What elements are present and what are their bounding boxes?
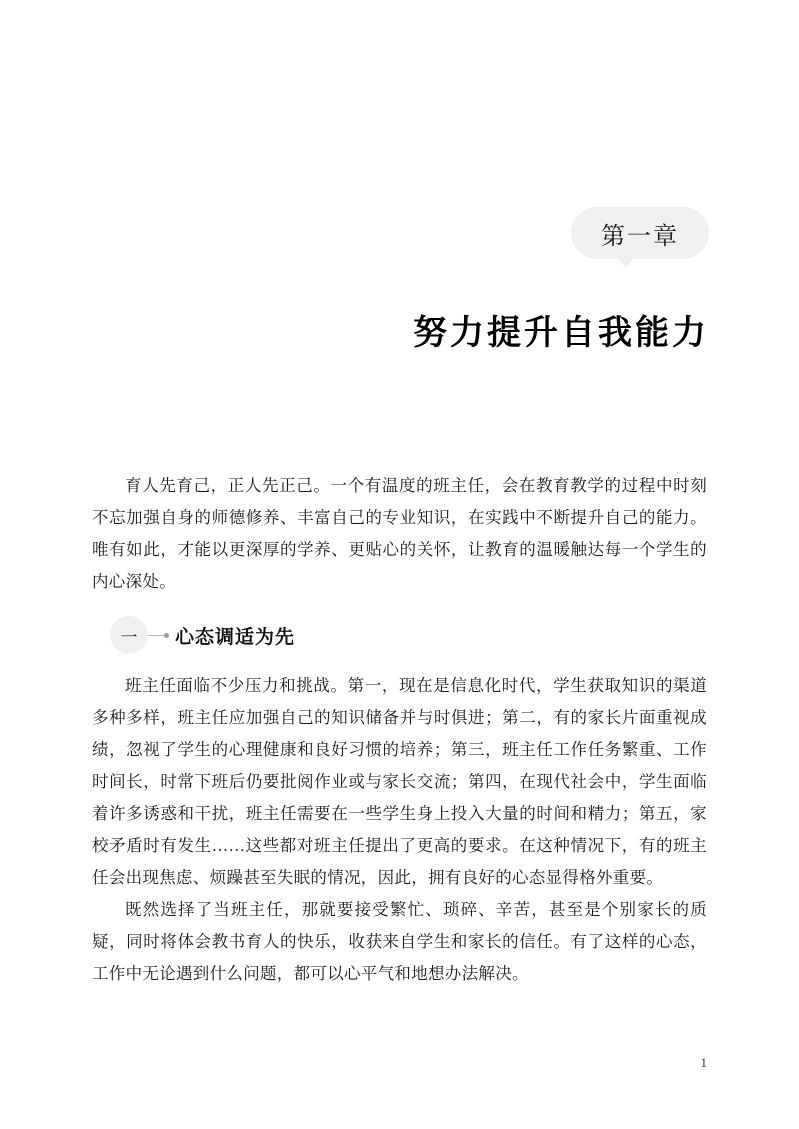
section-1-paragraph-2: 既然选择了当班主任，那就要接受繁忙、琐碎、辛苦，甚至是个别家长的质疑，同时将体会教书育人的快乐，收获来自学生和家长的信任。有了这样的心态，工作中无论遇到什么问题，都可以心平气和地想办法解决。 <box>92 900 707 983</box>
section-1-body <box>92 670 707 990</box>
intro-paragraph: 育人先育己，正人先正己。一个有温度的班主任，会在教育教学的过程中时刻不忘加强自身的师德修养、丰富自己的专业知识，在实践中不断提升自己的能力。唯有如此，才能以更深厚的学养、更贴心的关怀，让教育的温暖触达每一个学生的内心深处。 <box>92 476 707 591</box>
connector-dot-icon <box>164 633 169 638</box>
body-region <box>92 470 707 990</box>
page-number: 1 <box>700 1055 707 1070</box>
section-1-paragraph-1: 班主任面临不少压力和挑战。第一，现在是信息化时代，学生获取知识的渠道多种多样，班主任应加强自己的知识储备并与时俱进；第二，有的家长片面重视成绩，忽视了学生的心理健康和良好习惯的培养；第三，班主任工作任务繁重、工作时间长，时常下班后仍要批阅作业或与家长交流；第四，在现代社会中，学生面临着许多诱惑和干扰，班主任需要在一些学生身上投入大量的时间和精力；第五，家校矛盾时有发生……这些都对班主任提出了更高的要求。在这种情况下，有的班主任会出现焦虑、烦躁甚至失眠的情况，因此，拥有良好的心态显得格外重要。 <box>92 676 707 887</box>
section-number-bubble: 一 <box>110 616 148 654</box>
section-1-title: 心态调适为先 <box>175 626 296 648</box>
chapter-badge-label: 第一章 <box>601 223 679 250</box>
chapter-badge-wrapper <box>559 207 709 269</box>
chapter-title: 努力提升自我能力 <box>413 314 709 352</box>
chapter-badge <box>571 207 709 259</box>
section-1-heading <box>110 616 707 654</box>
connector-line <box>148 635 164 636</box>
section-1 <box>92 616 707 990</box>
